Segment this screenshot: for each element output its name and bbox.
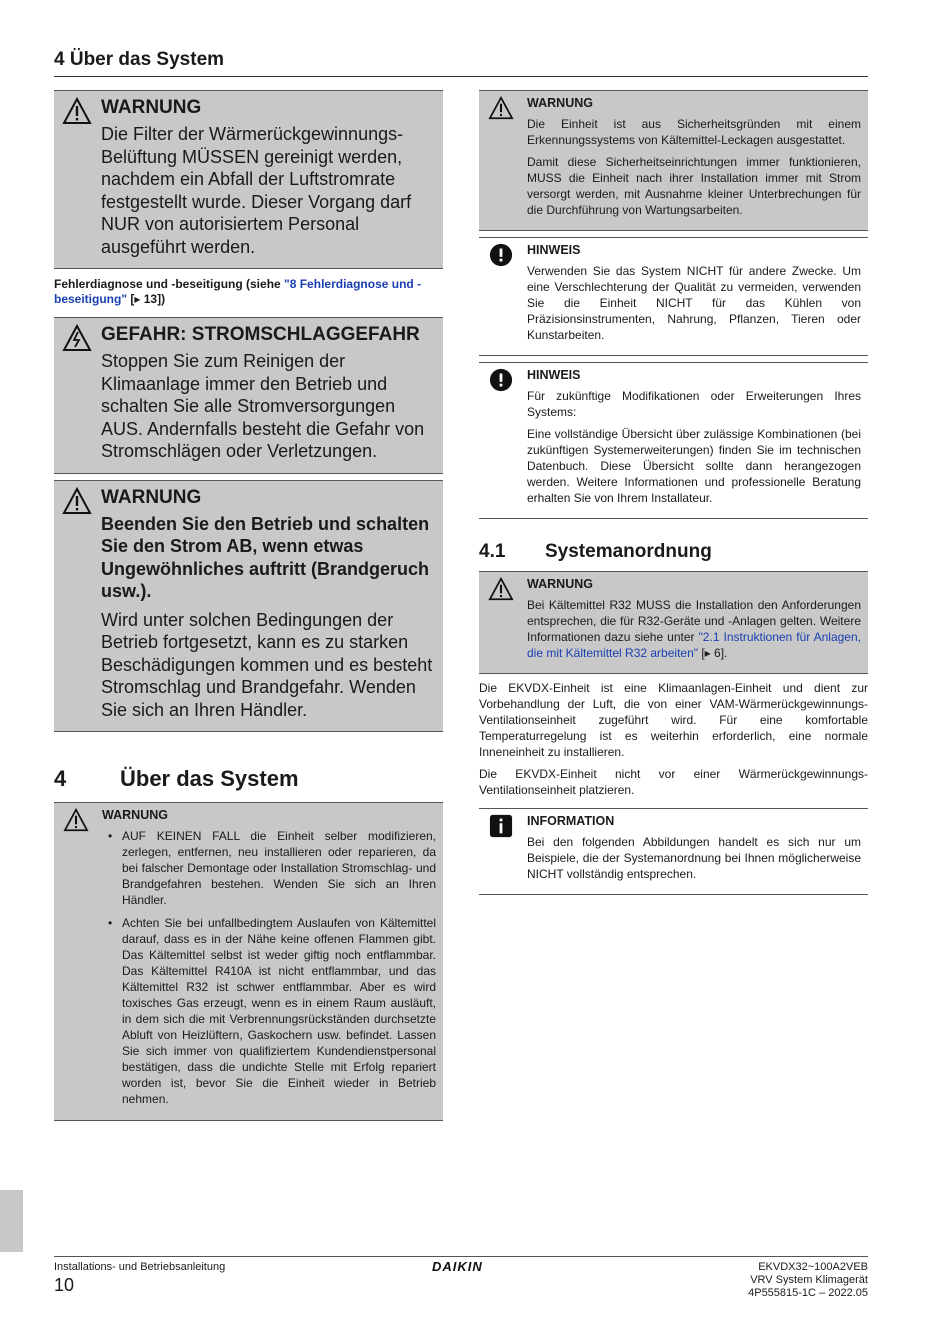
warning-text: Wird unter solchen Bedingungen der Betrieb fortgesetzt, kann es zu starken Beschädigungen kommen und es besteht Stromschlag und Brandgefahr. Wenden Sie sich an Ihren Händler. (101, 609, 433, 720)
page-ref: [▸ 6]. (698, 646, 728, 660)
right-column (479, 90, 868, 901)
list-item: • AUF KEINEN FALL die Einheit selber modifizieren, zerlegen, entfernen, neu installieren oder reparieren, da bei falscher Demontage oder Installation Stromschlag- und Brandgefahren bestehen. Wenden Sie sich an Ihren Händler. (122, 828, 436, 908)
exclamation-circle-icon (488, 368, 514, 392)
notice-text: Für zukünftige Modifikationen oder Erweiterungen Ihres Systems: (527, 389, 861, 419)
footer-divider (54, 1256, 868, 1257)
section-heading-4 (54, 766, 443, 792)
info-icon (488, 814, 514, 838)
daikin-logo: DAIKIN (432, 1259, 483, 1274)
warning-text: Die Filter der Wärmerückgewinnungs-Belüftung MÜSSEN gereinigt werden, nachdem ein Abfall der Luftstromrate festgestellt wurde. Dieser Vorgang darf NUR von autorisiertem Personal ausgeführt werden. (101, 124, 412, 257)
warning-triangle-icon (62, 487, 92, 515)
section-title: Über das System (120, 766, 299, 791)
warning-text: Damit diese Sicherheitseinrichtungen immer funktionieren, MUSS die Einheit nach ihrer Installation immer mit Strom versorgt werden, mit Ausnahme kleiner Unterbrechungen für die Durchführung von Wartungsarbeiten. (527, 155, 861, 217)
info-box-illustrations (479, 808, 868, 895)
warning-heading: WARNUNG (527, 577, 593, 591)
exclamation-circle-icon (488, 243, 514, 267)
warning-heading: WARNUNG (101, 486, 202, 508)
warning-text-body: Bei Kältemittel R32 MUSS die Installation den Anforderungen entsprechen, die für R32-Geräte und -Anlagen gelten. Weitere Informationen dazu siehe unter (527, 598, 861, 644)
warning-box-modification (54, 802, 443, 1121)
list-item: • Achten Sie bei unfallbedingtem Auslaufen von Kältemittel darauf, dass es in der Nähe keine offenen Flammen gibt. Das Kältemittel selbst ist weder giftig noch entflammbar. Das Kältemittel R410A ist nicht entflammbar, und das Kältemittel R32 ist schwer entflammbar. Aber es wird toxisches Gas erzeugt, wenn es in einem Raum ausläuft, in dem sich die mit Verbrennungsrückständen durchsetzte Abluft von Heizlüftern, Gaskochern usw. befindet. Lassen Sie sich immer von qualifiziertem Kundendienstpersonal bestätigen, dass die undichte Stelle mit Erfolg repariert worden ist, bevor Sie die Einheit wieder in Betrieb nehmen. (122, 915, 436, 1107)
warning-bold-text: Beenden Sie den Betrieb und schalten Sie den Strom AB, wenn etwas Ungewöhnliches auftritt (Brandgeruch usw.). (101, 513, 430, 601)
footer-model: EKVDX32~100A2VEB (758, 1261, 868, 1273)
notice-box-usage (479, 237, 868, 356)
warning-heading: WARNUNG (101, 97, 202, 118)
warning-text: Die Einheit ist aus Sicherheitsgründen mit einem Erkennungssystems von Kältemittel-Leckagen ausgestattet. (527, 117, 861, 147)
warning-triangle-icon (63, 808, 89, 832)
warning-list (102, 828, 436, 1107)
body-paragraph: Die EKVDX-Einheit ist eine Klimaanlagen-Einheit und dient zur Vorbehandlung der Luft, die von einer VAM-Wärmerückgewinnungs-Ventilationseinheit zugeführt wird. Für eine komfortable Temperaturregelung ist es weiterhin erforderlich, eine normale Inneneinheit zu installieren. (479, 681, 868, 759)
notice-heading: HINWEIS (527, 243, 581, 257)
warning-box-leak-detection (479, 90, 868, 231)
ref-prefix: Fehlerdiagnose und -beseitigung (siehe (54, 277, 285, 291)
electric-shock-warning-icon (62, 324, 92, 352)
footer-doc-type: Installations- und Betriebsanleitung (54, 1261, 226, 1273)
notice-text: Verwenden Sie das System NICHT für andere Zwecke. Um eine Verschlechterung der Qualität zu vermeiden, verwenden Sie die Einheit NICHT für das Kühlen von Präzisionsinstrumenten, Nahrung, Pflanzen, Tieren oder Kunstarbeiten. (527, 264, 861, 342)
warning-heading: WARNUNG (527, 96, 593, 110)
warning-box-r32 (479, 571, 868, 674)
troubleshooting-reference (54, 277, 443, 307)
warning-text (527, 597, 861, 661)
r32-instructions-link[interactable]: "2.1 Instruktionen für Anlagen, die mit Kältemittel R32 arbeiten" (527, 630, 861, 660)
warning-triangle-icon (62, 97, 92, 125)
danger-text: Stoppen Sie zum Reinigen der Klimaanlage immer den Betrieb und schalten Sie alle Stromversorgungen AUS. Andernfalls besteht die Gefahr von Stromschlägen oder Verletzungen. (101, 351, 425, 461)
notice-text: Eine vollständige Übersicht über zulässige Kombinationen (bei zukünftigen Systemerweiterungen) finden Sie im technischen Datenbuch. Diese Übersicht sollte dann herangezogen werden. Weitere Informationen und professionelle Beratung erhalten Sie von Ihrem Installateur. (527, 427, 861, 505)
page-number: 10 (54, 1275, 75, 1295)
side-tab-marker (0, 1190, 23, 1252)
warning-heading: WARNUNG (102, 808, 168, 822)
left-column (54, 90, 443, 1127)
footer-product: VRV System Klimagerät (750, 1274, 868, 1286)
notice-heading: HINWEIS (527, 368, 581, 382)
section-number: 4 (54, 766, 67, 791)
warning-triangle-icon (488, 96, 514, 120)
section-title: Systemanordnung (545, 541, 712, 562)
section-heading-4-1 (479, 541, 868, 563)
warning-triangle-icon (488, 577, 514, 601)
body-paragraph: Die EKVDX-Einheit nicht vor einer Wärmerückgewinnungs-Ventilationseinheit platzieren. (479, 767, 868, 797)
warning-box-abnormal (54, 480, 443, 733)
troubleshooting-link[interactable]: "8 Fehlerdiagnose und -beseitigung" (54, 277, 422, 306)
page-header-title: 4 Über das System (54, 49, 868, 77)
footer-doc-info (748, 1261, 868, 1300)
warning-box-filter (54, 90, 443, 269)
danger-heading: GEFAHR: STROMSCHLAGGEFAHR (101, 324, 420, 345)
ref-suffix: [▸ 13]) (127, 292, 166, 306)
info-text: Bei den folgenden Abbildungen handelt es sich nur um Beispiele, die der Systemanordnung bei Ihnen möglicherweise NICHT vollständig entsprechen. (527, 835, 861, 881)
info-heading: INFORMATION (527, 814, 615, 828)
section-number: 4.1 (479, 541, 506, 562)
danger-box-electric-shock (54, 317, 443, 474)
footer-doc-id: 4P555815-1C – 2022.05 (748, 1287, 868, 1299)
notice-box-extensions (479, 362, 868, 519)
